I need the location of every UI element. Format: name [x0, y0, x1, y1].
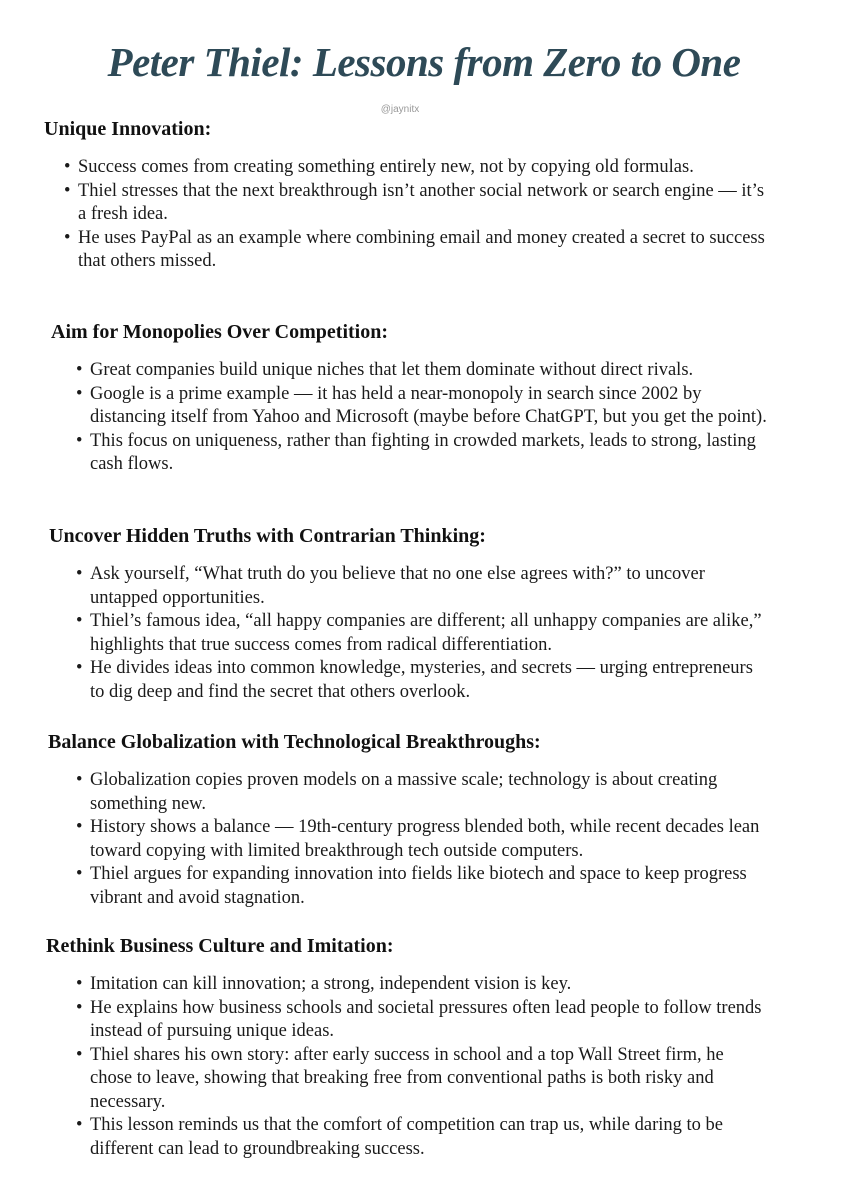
list-item-text: Success comes from creating something entirely new, not by copying old formulas.	[78, 157, 694, 177]
list-item-text: Thiel argues for expanding innovation into fields like biotech and space to keep progress vibrant and avoid stagnation.	[90, 864, 747, 908]
list-item	[76, 610, 770, 657]
bullet-list	[64, 156, 768, 274]
bullet-icon: •	[76, 1044, 83, 1065]
list-item-text: This focus on uniqueness, rather than fighting in crowded markets, leads to strong, lasting cash flows.	[90, 430, 756, 474]
bullet-list	[76, 973, 770, 1161]
list-item-text: Thiel shares his own story: after early success in school and a top Wall Street firm, he chose to leave, showing that breaking free from conventional paths is both risky and necessary.	[90, 1044, 724, 1112]
list-item	[64, 180, 768, 227]
bullet-icon: •	[76, 430, 83, 451]
bullet-icon: •	[76, 770, 83, 790]
bullet-list	[76, 769, 770, 910]
bullet-icon: •	[76, 360, 83, 380]
bullet-list	[76, 563, 770, 704]
bullet-icon: •	[76, 817, 83, 837]
section-business-culture	[0, 933, 848, 1161]
bullet-icon: •	[76, 658, 83, 678]
list-item-text: He divides ideas into common knowledge, mysteries, and secrets — urging entrepreneurs to dig deep and find the secret that others overlook.	[90, 658, 753, 702]
section-globalization-technology	[0, 729, 848, 910]
list-item-text: Great companies build unique niches that let them dominate without direct rivals.	[90, 360, 694, 380]
list-item	[76, 1114, 770, 1161]
list-item-text: Thiel’s famous idea, “all happy companies are different; all unhappy companies are alike,” highlights that true success comes from radical differentiation.	[90, 611, 762, 655]
list-item-text: History shows a balance — 19th-century progress blended both, while recent decades lean toward copying with limited breakthrough tech outside computers.	[90, 817, 760, 861]
bullet-icon: •	[76, 997, 83, 1018]
section-heading: Aim for Monopolies Over Competition:	[51, 321, 389, 343]
section-heading: Rethink Business Culture and Imitation:	[46, 935, 394, 957]
bullet-icon: •	[76, 1115, 83, 1135]
list-item-text: Thiel stresses that the next breakthrough isn’t another social network or search engine — it’s a fresh idea.	[78, 180, 765, 224]
list-item	[76, 997, 770, 1044]
bullet-icon: •	[64, 180, 71, 201]
list-item-text: Ask yourself, “What truth do you believe that no one else agrees with?” to uncover untapped opportunities.	[90, 564, 705, 608]
list-item-text: He uses PayPal as an example where combining email and money created a secret to success that others missed.	[78, 227, 765, 271]
bullet-list	[76, 359, 770, 477]
list-item	[76, 383, 770, 430]
list-item	[76, 863, 770, 910]
section-heading: Balance Globalization with Technological Breakthroughs:	[48, 731, 541, 753]
list-item-text: Imitation can kill innovation; a strong, independent vision is key.	[90, 974, 572, 994]
list-item-text: Google is a prime example — it has held a near-monopoly in search since 2002 by distancing itself from Yahoo and Microsoft (maybe before ChatGPT, but you get the point).	[90, 383, 767, 427]
list-item	[76, 816, 770, 863]
list-item	[76, 657, 770, 704]
section-aim-for-monopolies	[0, 319, 848, 477]
list-item-text: This lesson reminds us that the comfort of competition can trap us, while daring to be different can lead to groundbreaking success.	[90, 1115, 723, 1159]
bullet-icon: •	[76, 383, 83, 404]
list-item	[64, 227, 768, 274]
list-item	[76, 359, 770, 383]
list-item	[76, 1044, 770, 1115]
section-unique-innovation	[0, 116, 848, 274]
list-item	[76, 430, 770, 477]
bullet-icon: •	[64, 227, 71, 248]
list-item	[76, 769, 770, 816]
list-item	[64, 156, 768, 180]
list-item	[76, 563, 770, 610]
list-item-text: Globalization copies proven models on a massive scale; technology is about creating something new.	[90, 770, 718, 814]
bullet-icon: •	[76, 864, 83, 884]
page-title: Peter Thiel: Lessons from Zero to One	[107, 39, 741, 85]
list-item	[76, 973, 770, 997]
bullet-icon: •	[64, 157, 71, 177]
bullet-icon: •	[76, 611, 83, 631]
list-item-text: He explains how business schools and societal pressures often lead people to follow trends instead of pursuing unique ideas.	[90, 997, 762, 1041]
bullet-icon: •	[76, 974, 83, 994]
section-heading: Unique Innovation:	[44, 118, 212, 140]
section-contrarian-thinking	[0, 523, 848, 704]
bullet-icon: •	[76, 564, 83, 584]
section-heading: Uncover Hidden Truths with Contrarian Thinking:	[49, 525, 486, 547]
author-handle: @jaynitx	[380, 104, 420, 115]
